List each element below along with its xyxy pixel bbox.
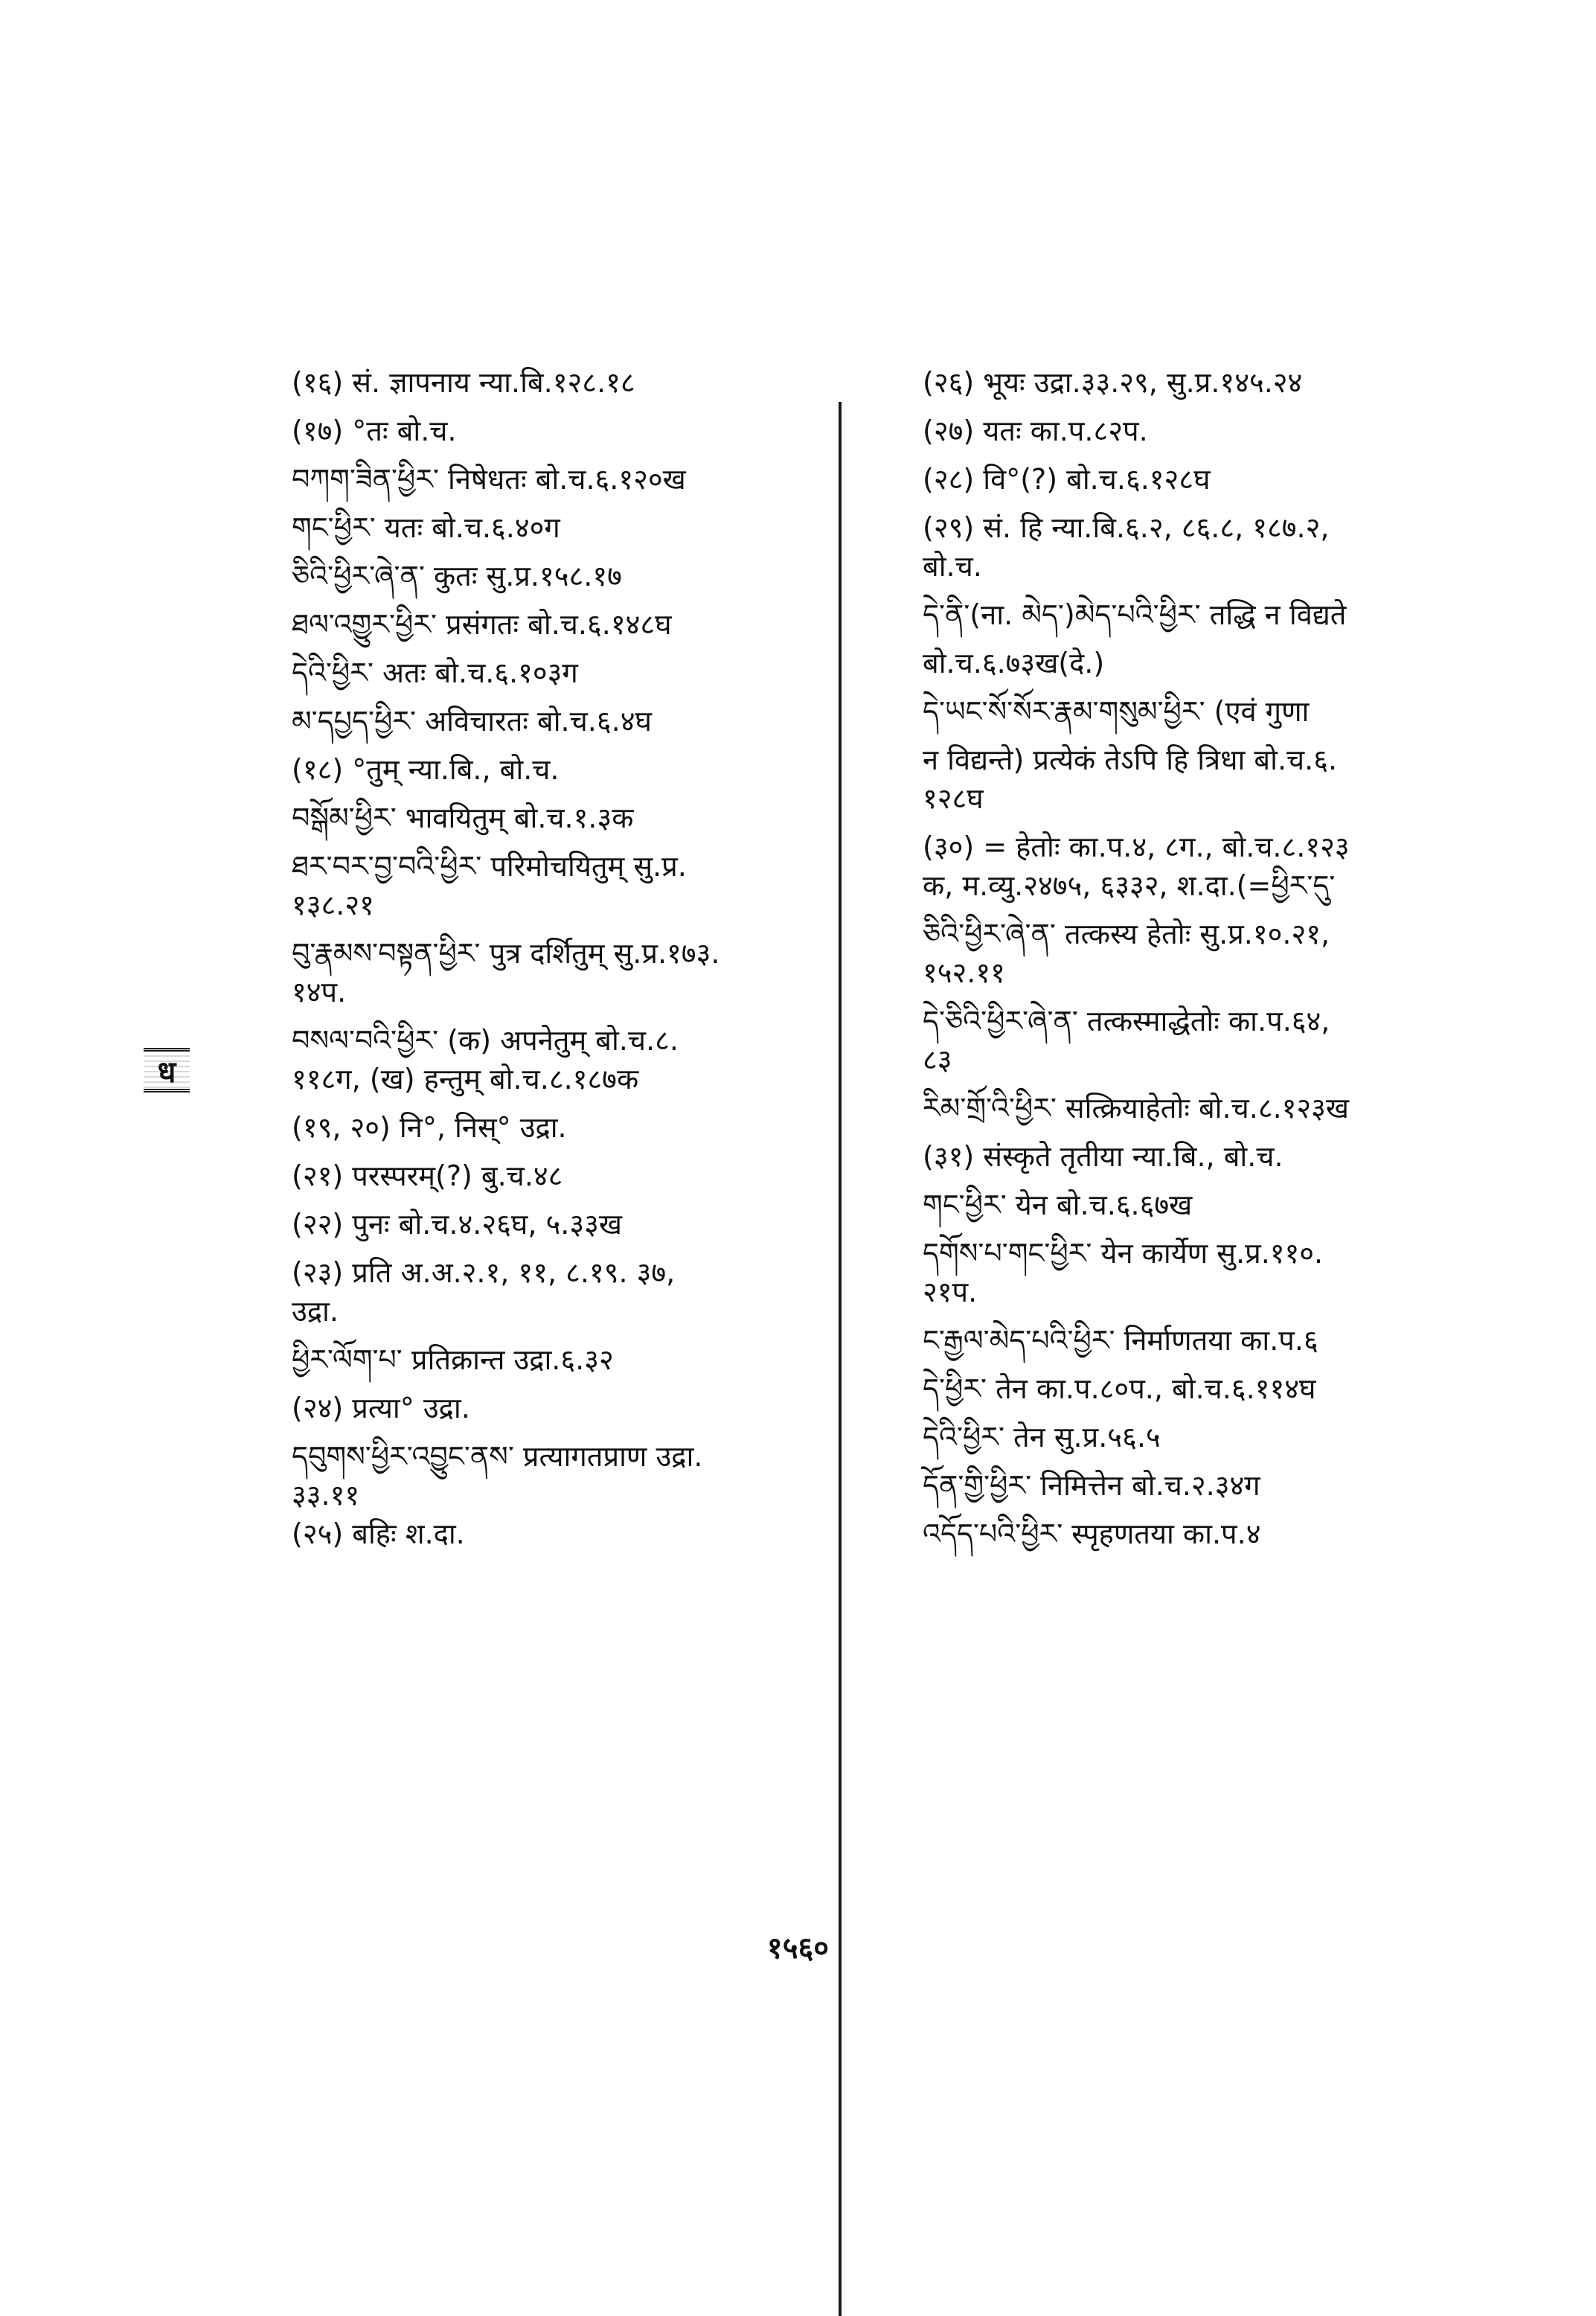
entry-line: ཅིའི་ཕྱིར་ཞེ་ན་ तत्कस्य हेतोः सु.प्र.१०.२१,	[923, 918, 1330, 950]
entry-line: (२१) परस्परम्(?) बु.च.४८	[292, 1159, 563, 1192]
entry-line: (१६) सं. ज्ञापनाय न्या.बि.१२८.१८	[292, 366, 635, 399]
entry-line: དེ་ཡང་སོ་སོར་རྣམ་གསུམ་ཕྱིར་ (एवं गुणा	[923, 695, 1310, 728]
entry-line: बो.च.६.७३ख(दे.)	[923, 647, 1105, 679]
entry-line: གང་ཕྱིར་ येन बो.च.६.६७ख	[923, 1189, 1193, 1221]
entry-line: (१७) °तः बो.च.	[292, 415, 457, 447]
page-number: १५६०	[766, 1931, 830, 1965]
entry-line: བསྒོམ་ཕྱིར་ भावयितुम् बो.च.१.३क	[292, 802, 634, 834]
entry-line: དེ་ཕྱིར་ तेन का.प.८०प., बो.च.६.११४घ	[923, 1372, 1316, 1405]
entry-line: (१९, २०) नि°, निस्° उद्रा.	[292, 1111, 567, 1144]
entry-line: ཕྱིར་ལོག་པ་ प्रतिक्रान्त उद्रा.६.३२	[292, 1343, 614, 1376]
section-thumb-tab: ध	[144, 1048, 190, 1093]
entry-line: ཅིའི་ཕྱིར་ཞེ་ན་ कुतः सु.प्र.१५८.१७	[292, 560, 622, 592]
entry-line: न विद्यन्ते) प्रत्येकं तेऽपि हि त्रिधा बो.च.६.	[923, 743, 1338, 776]
entry-line: བཀག་ཟིན་ཕྱིར་ निषेधतः बो.च.६.१२०ख	[292, 463, 686, 496]
entry-line: (२९) सं. हि न्या.बि.६.२, ८६.८, १८७.२,	[923, 511, 1330, 544]
column-divider	[839, 402, 842, 2316]
entry-line: १२८घ	[923, 782, 984, 815]
entry-line: (२४) प्रत्या° उद्रा.	[292, 1392, 470, 1424]
entry-line: དབུགས་ཕྱིར་འབྱུང་ནས་ प्रत्यागतप्राण उद्रा.	[292, 1440, 703, 1473]
entry-line: བསལ་བའི་ཕྱིར་ (क) अपनेतुम् बो.च.८.	[292, 1024, 679, 1057]
entry-line: (२६) भूयः उद्रा.३३.२९, सु.प्र.१४५.२४	[923, 366, 1303, 399]
entry-line: དོན་གྱི་ཕྱིར་ निमित्तेन बो.च.२.३४ग	[923, 1469, 1260, 1502]
entry-line: (२५) बहिः श.दा.	[292, 1517, 465, 1550]
entry-line: ཐར་བར་བྱ་བའི་ཕྱིར་ परिमोचयितुम् सु.प्र.	[292, 850, 687, 883]
entry-line: ३३.११	[292, 1479, 360, 1512]
entry-line: རིམ་གྲོ་འི་ཕྱིར་ सत्क्रियाहेतोः बो.च.८.१२३ख	[923, 1092, 1350, 1125]
right-column	[923, 366, 1458, 1566]
entry-line: དེ་ནི་(ना. མེད་)མེད་པའི་ཕྱིར་ तद्धि न विद्यते	[923, 598, 1347, 631]
entry-line: དེའི་ཕྱིར་ तेन सु.प्र.५६.५	[923, 1421, 1161, 1453]
entry-line: མ་དཔྱད་ཕྱིར་ अविचारतः बो.च.६.४घ	[292, 705, 652, 738]
entry-line: १५२.११	[923, 956, 1005, 989]
entry-line: (३१) संस्कृते तृतीया न्या.बि., बो.च.	[923, 1140, 1283, 1173]
entry-line: १३८.२१	[292, 889, 374, 921]
entry-line: बो.च.	[923, 550, 982, 583]
entry-line: གང་ཕྱིར་ यतः बो.च.६.४०ग	[292, 511, 560, 544]
entry-line: དེ་ཅིའི་ཕྱིར་ཞེ་ན་ तत्कस्माद्धेतोः का.प.६४,	[923, 1005, 1330, 1037]
entry-line: ८३	[923, 1043, 952, 1076]
entry-line: ཐལ་འགྱུར་ཕྱིར་ प्रसंगतः बो.च.६.१४८घ	[292, 608, 672, 641]
entry-line: (२८) वि°(?) बो.च.६.१२८घ	[923, 463, 1211, 496]
entry-line: ང་རྒྱལ་མེད་པའི་ཕྱིར་ निर्माणतया का.प.६	[923, 1324, 1318, 1357]
entry-line: (२७) यतः का.प.८२प.	[923, 415, 1148, 447]
entry-line: १४प.	[292, 976, 347, 1008]
entry-line: (१८) °तुम् न्या.बि., बो.च.	[292, 753, 560, 786]
entry-line: དགོས་པ་གང་ཕྱིར་ येन कार्येण सु.प्र.११०.	[923, 1237, 1324, 1270]
entry-line: ११८ग, (ख) हन्तुम् बो.च.८.१८७क	[292, 1063, 639, 1095]
left-column	[292, 366, 827, 1566]
entry-line: (२२) पुनः बो.च.४.२६घ, ५.३३ख	[292, 1208, 622, 1241]
entry-line: (२३) प्रति अ.अ.२.१, ११, ८.१९. ३७,	[292, 1256, 676, 1289]
entry-line: उद्रा.	[292, 1295, 339, 1328]
entry-line: འདོད་པའི་ཕྱིར་ स्पृहणतया का.प.४	[923, 1517, 1261, 1550]
entry-line: क, म.व्यु.२४७५, ६३३२, श.दा.(=ཕྱིར་དུ་	[923, 869, 1336, 902]
entry-line: བུ་རྣམས་བསྟན་ཕྱིར་ पुत्र दर्शितुम् सु.प्र.१७३.	[292, 937, 720, 970]
entry-line: (३०) = हेतोः का.प.४, ८ग., बो.च.८.१२३	[923, 831, 1350, 863]
entry-line: དེའི་ཕྱིར་ अतः बो.च.६.१०३ग	[292, 656, 578, 689]
entry-line: २१प.	[923, 1276, 978, 1308]
